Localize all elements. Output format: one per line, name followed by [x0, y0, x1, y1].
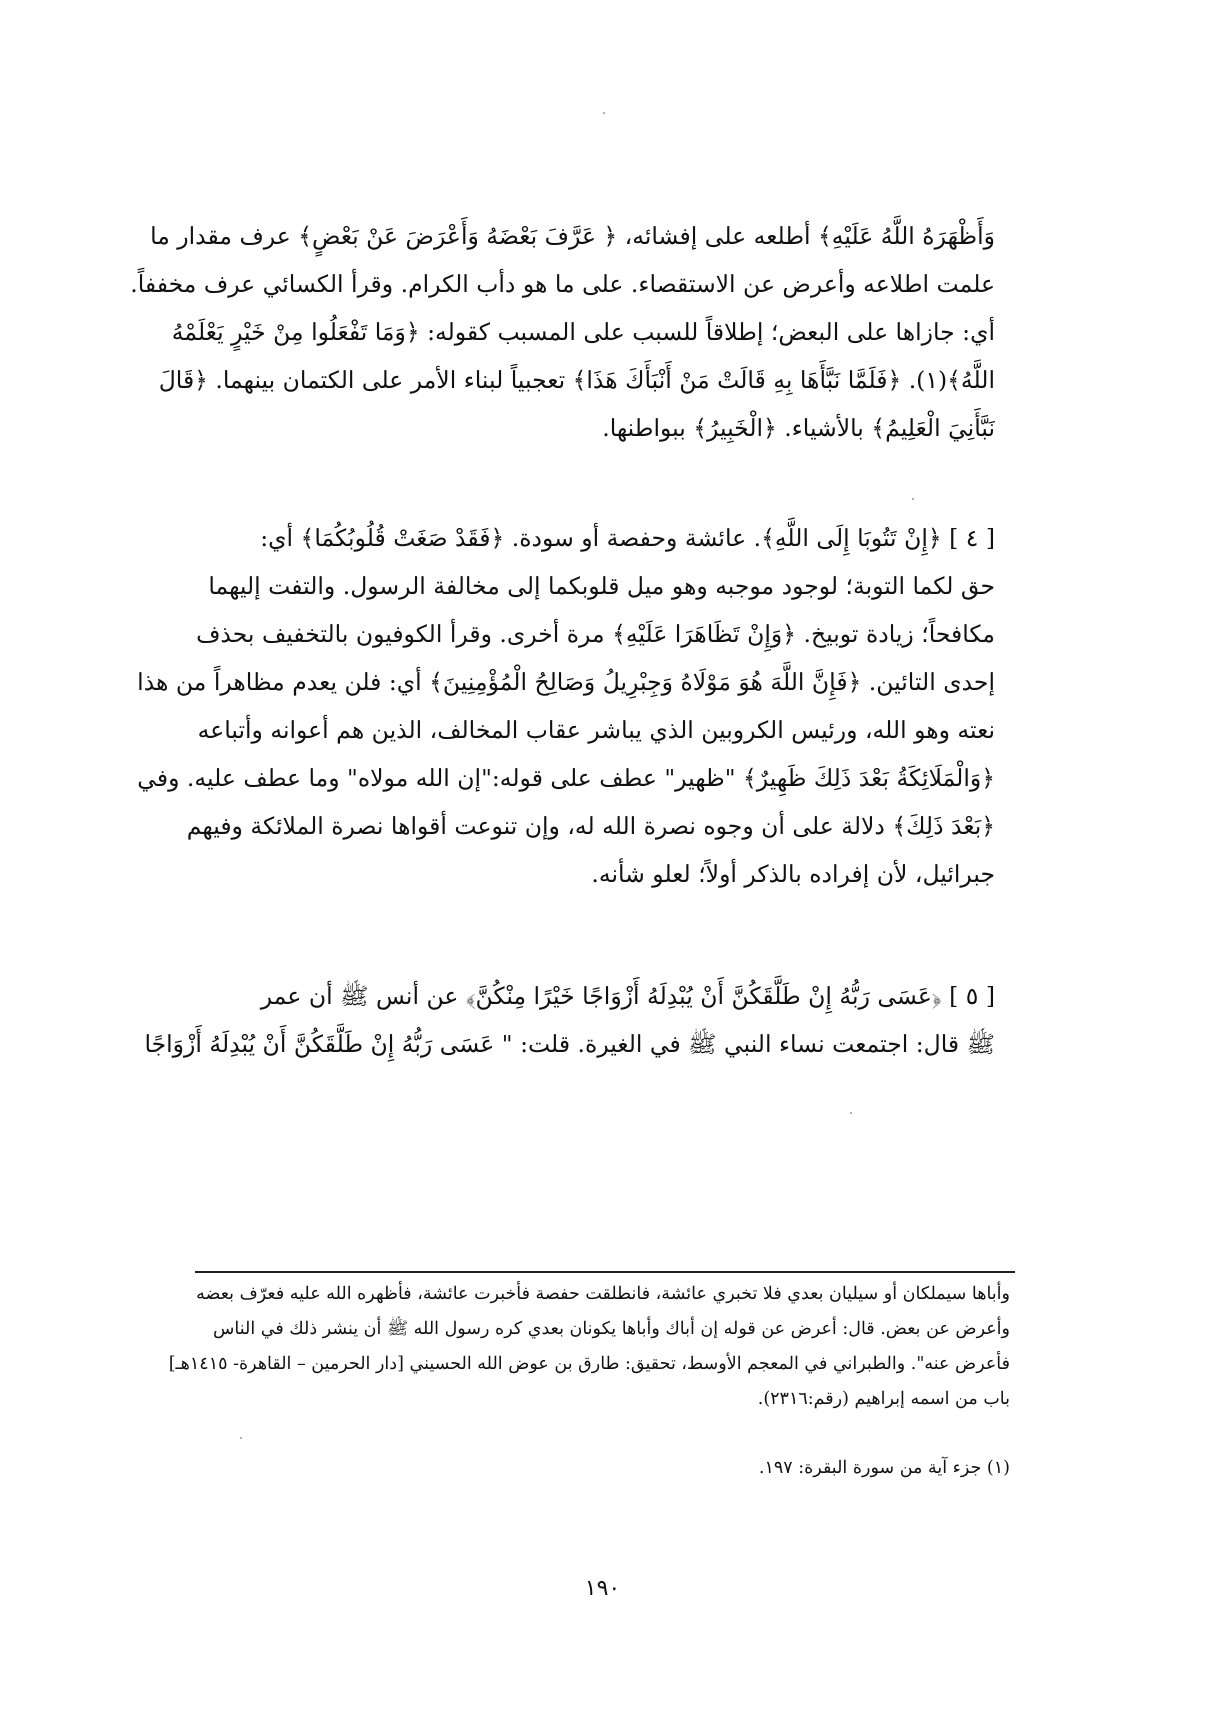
text-line: نعته وهو الله، ورئيس الكروبين الذي يباشر عقاب المخالف، الذين هم أعوانه وأتباعه — [197, 716, 995, 744]
text-line: وَأَظْهَرَهُ اللَّهُ عَلَيْهِ﴾ أطلعه على إفشائه، ﴿ عَرَّفَ بَعْضَهُ وَأَعْرَضَ عَنْ بَعْضٍ﴾ عرف مقدار ما — [150, 222, 995, 250]
footnote-1 — [140, 1451, 1010, 1486]
footnote-line: وأباها سيملكان أو سيليان بعدي فلا تخبري عائشة، فانطلقت حفصة فأخبرت عائشة، فأظهره الله عليه فعرّف بعضه — [196, 1284, 1010, 1304]
footnote-line: باب من اسمه إبراهيم (رقم:٢٣١٦). — [757, 1389, 1010, 1409]
text-line: [ ٥ ] ﴿عَسَى رَبُّهُ إِنْ طَلَّقَكُنَّ أَنْ يُبْدِلَهُ أَزْوَاجًا خَيْرًا مِنْكُنَّ﴾ عن أنس ﷺ أن عمر — [260, 982, 995, 1010]
footnote-line: (١) جزء آية من سورة البقرة: ١٩٧. — [758, 1458, 1010, 1478]
text-line: ﴿بَعْدَ ذَلِكَ﴾ دلالة على أن وجوه نصرة الله له، وإن تنوعت أقواها نصرة الملائكة وفيهم — [186, 812, 995, 840]
text-line: جبرائيل، لأن إفراده بالذكر أولاً؛ لعلو شأنه. — [591, 860, 995, 888]
text-line: [ ٤ ] ﴿إِنْ تَتُوبَا إِلَى اللَّهِ﴾. عائشة وحفصة أو سودة. ﴿فَقَدْ صَغَتْ قُلُوبُكُمَا﴾ أي: — [260, 524, 995, 552]
scan-speck — [603, 112, 605, 114]
text-line: ﴿وَالْمَلَائِكَةُ بَعْدَ ذَلِكَ ظَهِيرٌ﴾ "ظهير" عطف على قوله:"إن الله مولاه" وما عطف عليه. وفي — [137, 764, 995, 792]
footnote-line: وأعرض عن بعض. قال: أعرض عن قوله إن أباك وأباها يكونان بعدي كره رسول الله ﷺ أن ينشر ذلك في الناس — [213, 1319, 1010, 1339]
footnote-line: فأعرض عنه". والطبراني في المعجم الأوسط، تحقيق: طارق بن عوض الله الحسيني [دار الحرمين – القاهرة- ١٤١٥هـ] — [168, 1354, 1010, 1374]
text-line: مكافحاً؛ زيادة توبيخ. ﴿وَإِنْ تَظَاهَرَا عَلَيْهِ﴾ مرة أخرى. وقرأ الكوفيون بالتخفيف بحذف — [196, 620, 995, 648]
scan-speck — [850, 1112, 852, 1114]
text-line: حق لكما التوبة؛ لوجود موجبه وهو ميل قلوبكما إلى مخالفة الرسول. والتفت إليهما — [208, 572, 995, 600]
text-line: اللَّهُ﴾(١). ﴿فَلَمَّا نَبَّأَهَا بِهِ قَالَتْ مَنْ أَنْبَأَكَ هَذَا﴾ تعجبياً لبناء الأمر على الكتمان بينهما. ﴿قَالَ — [158, 366, 995, 394]
paragraph-2 — [125, 514, 995, 898]
text-line: إحدى التائين. ﴿فَإِنَّ اللَّهَ هُوَ مَوْلَاهُ وَجِبْرِيلُ وَصَالِحُ الْمُؤْمِنِينَ﴾ أي: فلن يعدم مظاهراً من هذا — [137, 668, 995, 696]
paragraph-3 — [125, 972, 995, 1068]
page-number: ١٩٠ — [584, 1576, 621, 1601]
text-line: أي: جازاها على البعض؛ إطلاقاً للسبب على المسبب كقوله: ﴿وَمَا تَفْعَلُوا مِنْ خَيْرٍ يَعْلَمْهُ — [171, 318, 995, 346]
text-line: نَبَّأَنِيَ الْعَلِيمُ﴾ بالأشياء. ﴿الْخَبِيرُ﴾ ببواطنها. — [602, 414, 995, 442]
scan-speck — [912, 498, 914, 500]
scan-speck — [240, 1437, 242, 1439]
paragraph-1 — [125, 212, 995, 452]
text-line: علمت اطلاعه وأعرض عن الاستقصاء. على ما هو دأب الكرام. وقرأ الكسائي عرف مخففاً. — [130, 270, 995, 298]
footnote-separator — [195, 1271, 1015, 1273]
text-line: ﷺ قال: اجتمعت نساء النبي ﷺ في الغيرة. قلت: " عَسَى رَبُّهُ إِنْ طَلَّقَكُنَّ أَنْ يُبْدِلَهُ أَزْوَاجًا — [144, 1030, 995, 1058]
footnote-continuation — [140, 1277, 1010, 1417]
